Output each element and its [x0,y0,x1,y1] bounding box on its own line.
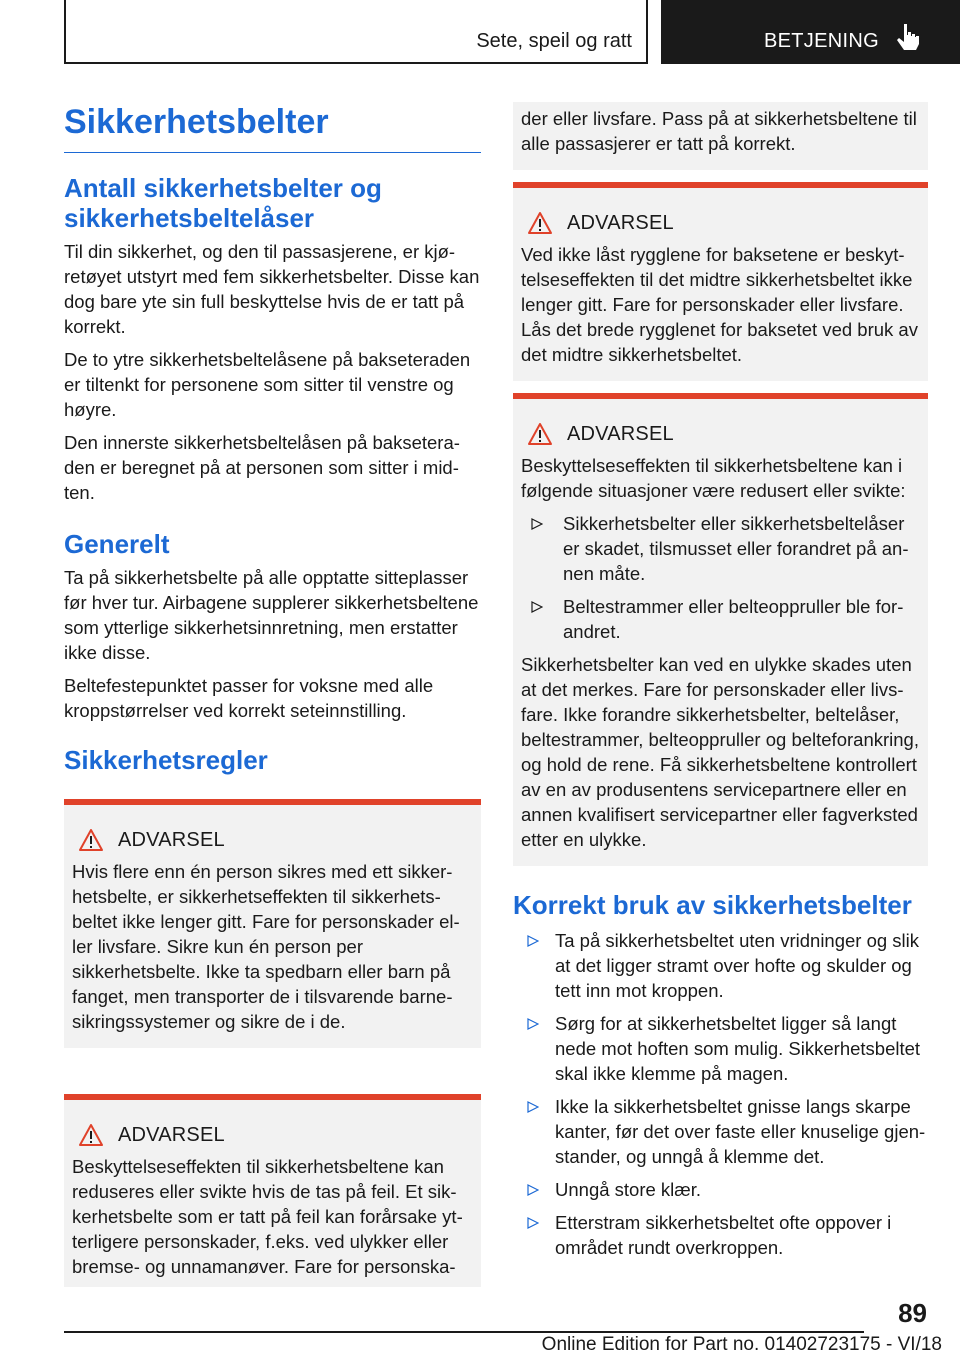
page-number: 89 [898,1298,927,1328]
warning-triangle-icon [78,1123,104,1147]
warning-label: ADVARSEL [567,422,674,445]
header-chapter-title: BETJENING [764,30,879,52]
list-item [513,1210,928,1260]
triangle-bullet-icon [531,601,543,613]
warning-box [513,182,928,381]
triangle-bullet-icon [527,935,539,947]
paragraph: Beltefestepunktet passer for voksne med alle kroppstørrelser ved korrekt seteinnstilling. [64,675,434,721]
warning-triangle-icon [527,422,553,446]
warning-header [521,419,920,449]
header-section-box [64,0,648,64]
warning-text: Beskyttelseseffekten til sikkerhetsbeltene kan i følgende situasjoner være redusert eller svikte: [521,455,906,501]
warning-label: ADVARSEL [567,211,674,234]
list-item-text: Beltestrammer eller belteoppruller ble forandret. [563,596,904,642]
warning-text: Ved ikke låst rygglene for baksetene er beskyttelseseffekten til det midtre sikkerhetsbeltet ikke lenger gitt. Fare for personskader eller livsfare. Lås det brede rygglenet for baksetet ved bruk av det midtre sikkerhetsbeltet. [521,244,918,365]
list-item-text: Unngå store klær. [555,1179,702,1200]
footer-edition: Online Edition for Part no. 01402723175 - VI/18 [541,1334,942,1355]
list-item-text: Ikke la sikkerhetsbeltet gnisse langs skarpe kanter, før det over faste eller knuselige gjenstander, og unngå å klemme det. [555,1096,926,1167]
list-item [513,1011,928,1086]
warning-text: Beskyttelseseffekten til sikkerhetsbeltene kan reduseres eller svikte hvis de tas på feil. Et sikkerhetsbelte som er tatt på feil kan forårsake ytterligere personskader, f.eks. ved ulykker eller bremse- og unnamanøver. Fare for personska- [72,1156,463,1277]
triangle-bullet-icon [527,1101,539,1113]
right-column [513,102,928,1268]
paragraph: Ta på sikkerhetsbelte på alle opptatte sitteplasser før hver tur. Airbagene supplerer sikkerhetsbeltene som ytterlige sikkerhetsinnretning, men erstatter ikke disse. [64,567,479,663]
heading-sikkerhetsregler: Sikkerhetsregler [64,745,268,775]
warning-header [521,208,920,238]
warning-bullet-list [521,511,920,644]
hand-pointer-icon [895,22,921,52]
warning-label: ADVARSEL [118,828,225,851]
paragraph: De to ytre sikkerhetsbeltelåsene på bakseteraden er tiltenkt for personene som sitter til venstre og høyre. [64,349,471,420]
list-item [521,511,920,586]
footer-divider [64,1331,864,1333]
header-chapter-box [661,0,960,64]
warning-box [64,799,481,1048]
warning-text: Sikkerhetsbelter kan ved en ulykke skades uten at det merkes. Fare for personskader eller livsfare. Ikke forandre sikkerhetsbelter, beltelåser, beltestrammer, belteoppruller og belteforankring, og hold de rene. Få sikkerhetsbeltene kontrollert av en av produsentens servicepartnere eller en annen kvalifisert servicepartner eller fagverksted etter en ulykke. [521,654,919,850]
warning-header [72,1120,473,1150]
warning-text: der eller livsfare. Pass på at sikkerhetsbeltene til alle passasjerer er tatt på korrekt. [521,108,917,154]
paragraph: Den innerste sikkerhetsbeltelåsen på bakseteraden er beregnet på at personen som sitter i midten. [64,432,460,503]
warning-triangle-icon [78,828,104,852]
list-item-text: Sikkerhetsbelter eller sikkerhetsbeltelåser er skadet, tilsmusset eller forandret på annen måte. [563,513,909,584]
list-item [513,1177,928,1202]
triangle-bullet-icon [527,1184,539,1196]
page-title: Sikkerhetsbelter [64,102,481,153]
usage-bullet-list [513,928,928,1260]
left-column [64,102,481,1287]
heading-korrekt-bruk: Korrekt bruk av sikkerhetsbelter [513,890,912,920]
header-section-title: Sete, speil og ratt [476,30,632,52]
warning-box-continued [513,102,928,170]
list-item [513,1094,928,1169]
heading-antall: Antall sikkerhetsbelter og sikkerhetsbeltelåser [64,173,382,233]
warning-triangle-icon [527,211,553,235]
list-item-text: Ta på sikkerhetsbeltet uten vridninger og slik at det ligger stramt over hofte og skulder og tett inn mot kroppen. [555,930,920,1001]
triangle-bullet-icon [527,1018,539,1030]
warning-box [513,393,928,866]
warning-label: ADVARSEL [118,1123,225,1146]
warning-box [64,1094,481,1287]
list-item [521,594,920,644]
heading-generelt: Generelt [64,529,170,559]
triangle-bullet-icon [531,518,543,530]
list-item [513,928,928,1003]
paragraph: Til din sikkerhet, og den til passasjerene, er kjøretøyet utstyrt med fem sikkerhetsbelter. Disse kan dog bare yte sin full beskyttelse hvis de er tatt på korrekt. [64,241,480,337]
warning-text: Hvis flere enn én person sikres med ett sikkerhetsbelte, er sikkerhetseffekten til sikkerhetsbeltet ikke lenger gitt. Fare for personskader eller livsfare. Sikre kun én person per sikkerhetsbelte. Ikke ta spedbarn eller barn på fanget, men transporter de i tilsvarende barnesikringssystemer og sikre de i de. [72,861,460,1032]
triangle-bullet-icon [527,1217,539,1229]
list-item-text: Sørg for at sikkerhetsbeltet ligger så langt nede mot hoften som mulig. Sikkerhetsbeltet skal ikke klemme på magen. [555,1013,921,1084]
list-item-text: Etterstram sikkerhetsbeltet ofte oppover i området rundt overkroppen. [555,1212,892,1258]
warning-header [72,825,473,855]
